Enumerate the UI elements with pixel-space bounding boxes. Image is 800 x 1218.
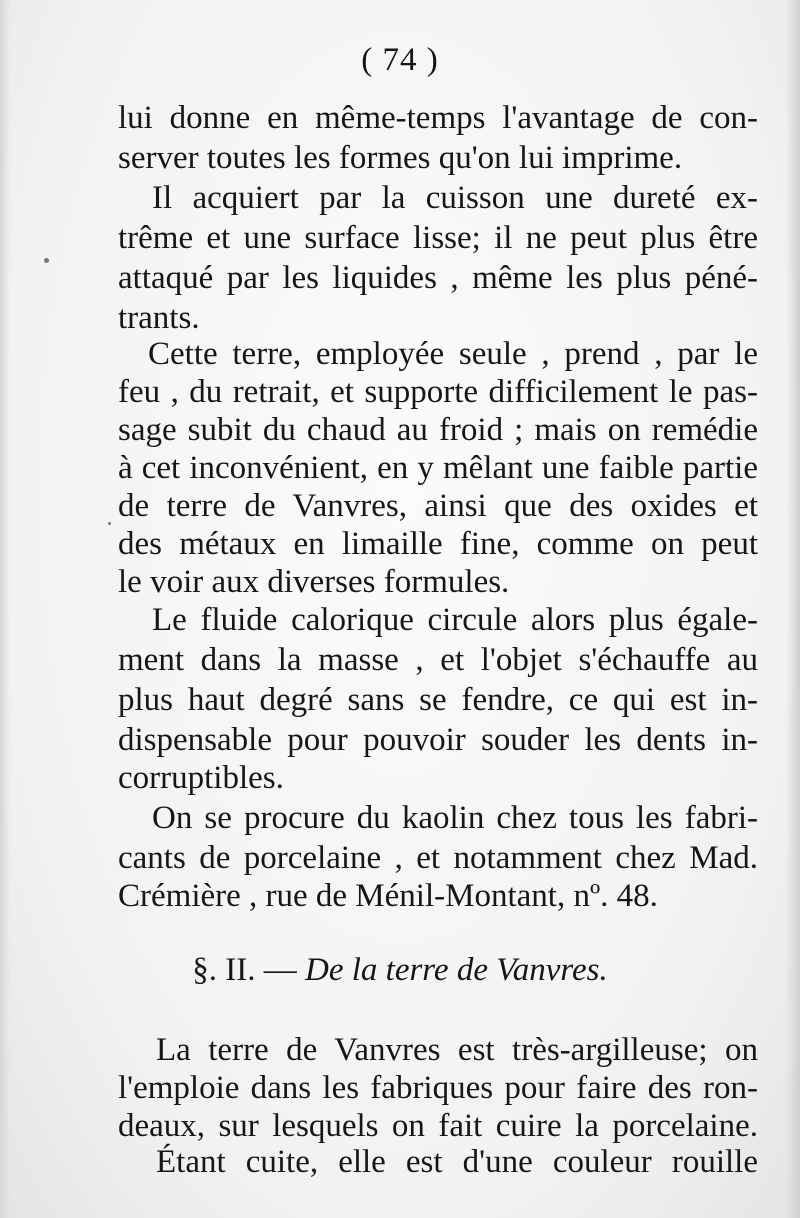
text-line: l'emploie dans les fabriques pour faire des ron-	[118, 1070, 758, 1106]
text-line: sage subit du chaud au froid ; mais on remédie	[118, 412, 758, 448]
text-line: trême et une surface lisse; il ne peut plus être	[118, 220, 758, 256]
section-heading-title: De la terre de Vanvres.	[305, 952, 608, 988]
page-left-edge	[0, 0, 10, 1218]
text-line: cants de porcelaine , et notamment chez Mad.	[118, 840, 758, 876]
page-number: ( 74 )	[361, 42, 439, 78]
section-heading-prefix: §. II. —	[192, 952, 305, 988]
text-line: attaqué par les liquides , même les plus péné-	[118, 260, 758, 296]
ink-speck	[108, 522, 111, 525]
text-line: Le fluide calorique circule alors plus égale-	[152, 602, 758, 638]
text-line: dispensable pour pouvoir souder les dents in-	[118, 722, 758, 758]
ink-speck	[44, 258, 49, 263]
text-line: ment dans la masse , et l'objet s'échauffe au	[118, 642, 758, 678]
text-line: Il acquiert par la cuisson une dureté ex-	[152, 180, 758, 216]
text-line: plus haut degré sans se fendre, ce qui est in-	[118, 682, 758, 718]
text-line: Crémière , rue de Ménil-Montant, nº. 48.	[118, 878, 658, 914]
text-line: Étant cuite, elle est d'une couleur rouille	[156, 1144, 758, 1180]
text-line: server toutes les formes qu'on lui imprime.	[118, 140, 683, 176]
text-line: trants.	[118, 300, 200, 336]
text-line: de terre de Vanvres, ainsi que des oxides et	[118, 488, 758, 524]
page-right-edge	[786, 0, 800, 1218]
text-line: à cet inconvénient, en y mêlant une faible partie	[118, 450, 758, 486]
text-line: corruptibles.	[118, 760, 284, 796]
text-line: le voir aux diverses formules.	[118, 564, 510, 600]
text-line: La terre de Vanvres est très-argilleuse; on	[156, 1032, 758, 1068]
text-line: Cette terre, employée seule , prend , par le	[148, 336, 758, 372]
text-line: feu , du retrait, et supporte difficilement le pas-	[118, 374, 758, 410]
text-line: On se procure du kaolin chez tous les fabri-	[152, 800, 758, 836]
section-heading	[0, 950, 800, 990]
text-line: des métaux en limaille fine, comme on peut	[118, 526, 758, 562]
text-line: lui donne en même-temps l'avantage de con-	[118, 100, 758, 136]
text-line: deaux, sur lesquels on fait cuire la porcelaine.	[118, 1108, 758, 1144]
